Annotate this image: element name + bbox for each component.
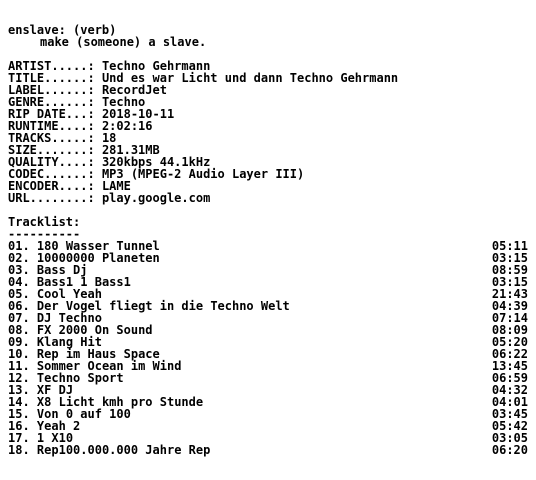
meta-row-quality: QUALITY.... : 320kbps 44.1kHz (8, 155, 211, 169)
meta-key: GENRE...... (8, 95, 88, 109)
track-time: 03:45 (491, 407, 528, 421)
meta-row-codec: CODEC...... : MP3 (MPEG-2 Audio Layer III) (8, 167, 305, 181)
track-number: 15. (8, 407, 30, 421)
track-title: Techno Sport (36, 371, 124, 385)
meta-value: 18 (101, 131, 117, 145)
meta-key: CODEC...... (8, 167, 88, 181)
track-number: 10. (8, 347, 30, 361)
track-time: 04:32 (491, 383, 528, 397)
track-title: XF DJ (36, 383, 74, 397)
meta-key: ARTIST..... (8, 59, 88, 73)
track-title: 1 X10 (36, 431, 74, 445)
track-title: 10000000 Planeten (36, 251, 160, 265)
track-time: 13:45 (491, 359, 528, 373)
meta-key: SIZE....... (8, 143, 88, 157)
track-title: Rep100.000.000 Jahre Rep (36, 443, 211, 457)
meta-value: 281.31MB (101, 143, 160, 157)
track-title: Klang Hit (36, 335, 102, 349)
track-time: 03:15 (491, 275, 528, 289)
track-row (8, 444, 528, 456)
meta-row-tracks: TRACKS..... : 18 (8, 131, 117, 145)
track-time: 07:14 (491, 311, 528, 325)
meta-row-url: URL........ : play.google.com (8, 191, 211, 205)
track-time: 06:22 (491, 347, 528, 361)
track-title: Bass1 1 Bass1 (36, 275, 131, 289)
track-number: 01. (8, 239, 30, 253)
track-time: 05:42 (491, 419, 528, 433)
meta-value: MP3 (MPEG-2 Audio Layer III) (101, 167, 305, 181)
meta-value: 320kbps 44.1kHz (101, 155, 211, 169)
track-number: 02. (8, 251, 30, 265)
meta-key: QUALITY.... (8, 155, 88, 169)
track-time: 06:20 (491, 443, 528, 457)
meta-value: RecordJet (101, 83, 167, 97)
track-title: Rep im Haus Space (36, 347, 160, 361)
meta-value: LAME (101, 179, 131, 193)
track-title: X8 Licht kmh pro Stunde (36, 395, 204, 409)
track-title: FX 2000 On Sound (36, 323, 153, 337)
track-number: 16. (8, 419, 30, 433)
track-time: 05:11 (491, 239, 528, 253)
track-time: 06:59 (491, 371, 528, 385)
track-title: Der Vogel fliegt in die Techno Welt (36, 299, 290, 313)
track-number: 06. (8, 299, 30, 313)
meta-value: 2:02:16 (101, 119, 153, 133)
track-title: Bass Dj (36, 263, 88, 277)
track-time: 04:01 (491, 395, 528, 409)
meta-key: TRACKS..... (8, 131, 88, 145)
meta-key: LABEL...... (8, 83, 88, 97)
track-time: 04:39 (491, 299, 528, 313)
track-number: 08. (8, 323, 30, 337)
definition-head: enslave: (verb) (8, 23, 117, 37)
track-number: 14. (8, 395, 30, 409)
document (8, 24, 528, 456)
meta-value: 2018-10-11 (101, 107, 175, 121)
meta-value: Techno Gehrmann (101, 59, 211, 73)
track-number: 11. (8, 359, 30, 373)
track-number: 09. (8, 335, 30, 349)
track-number: 04. (8, 275, 30, 289)
track-number: 07. (8, 311, 30, 325)
track-time: 03:05 (491, 431, 528, 445)
track-number: 18. (8, 443, 30, 457)
meta-row-genre: GENRE...... : Techno (8, 95, 146, 109)
definition-body: make (someone) a slave. (40, 35, 207, 49)
tracklist (8, 240, 528, 456)
track-time: 05:20 (491, 335, 528, 349)
track-time: 03:15 (491, 251, 528, 265)
track-row (8, 408, 528, 420)
metadata-block (8, 60, 528, 204)
track-title: Von 0 auf 100 (36, 407, 131, 421)
track-number: 05. (8, 287, 30, 301)
track-number: 03. (8, 263, 30, 277)
track-number: 12. (8, 371, 30, 385)
track-title: Yeah 2 (36, 419, 81, 433)
track-time: 08:09 (491, 323, 528, 337)
meta-value: play.google.com (101, 191, 211, 205)
meta-row-title: TITLE...... : Und es war Licht und dann Techno Gehrmann (8, 71, 399, 85)
meta-key: ENCODER.... (8, 179, 88, 193)
track-time: 21:43 (491, 287, 528, 301)
track-time: 08:59 (491, 263, 528, 277)
track-title: DJ Techno (36, 311, 102, 325)
track-title: Sommer Ocean im Wind (36, 359, 182, 373)
meta-row-rip-date: RIP DATE... : 2018-10-11 (8, 107, 175, 121)
meta-row-encoder: ENCODER.... : LAME (8, 179, 131, 193)
meta-row-label: LABEL...... : RecordJet (8, 83, 167, 97)
meta-key: TITLE...... (8, 71, 88, 85)
track-row (8, 372, 528, 384)
tracklist-rule: ---------- (8, 227, 81, 241)
meta-row-artist: ARTIST..... : Techno Gehrmann (8, 59, 211, 73)
meta-value: Und es war Licht und dann Techno Gehrmann (101, 71, 399, 85)
spacer (8, 204, 528, 216)
meta-row-runtime: RUNTIME.... : 2:02:16 (8, 119, 153, 133)
meta-key: RIP DATE... (8, 107, 88, 121)
meta-row-size: SIZE....... : 281.31MB (8, 143, 160, 157)
meta-key: RUNTIME.... (8, 119, 88, 133)
meta-key: URL........ (8, 191, 88, 205)
track-row (8, 420, 528, 432)
meta-value: Techno (101, 95, 146, 109)
tracklist-heading: Tracklist: (8, 215, 81, 229)
track-number: 17. (8, 431, 30, 445)
track-title: 180 Wasser Tunnel (36, 239, 160, 253)
track-title: Cool Yeah (36, 287, 102, 301)
track-number: 13. (8, 383, 30, 397)
